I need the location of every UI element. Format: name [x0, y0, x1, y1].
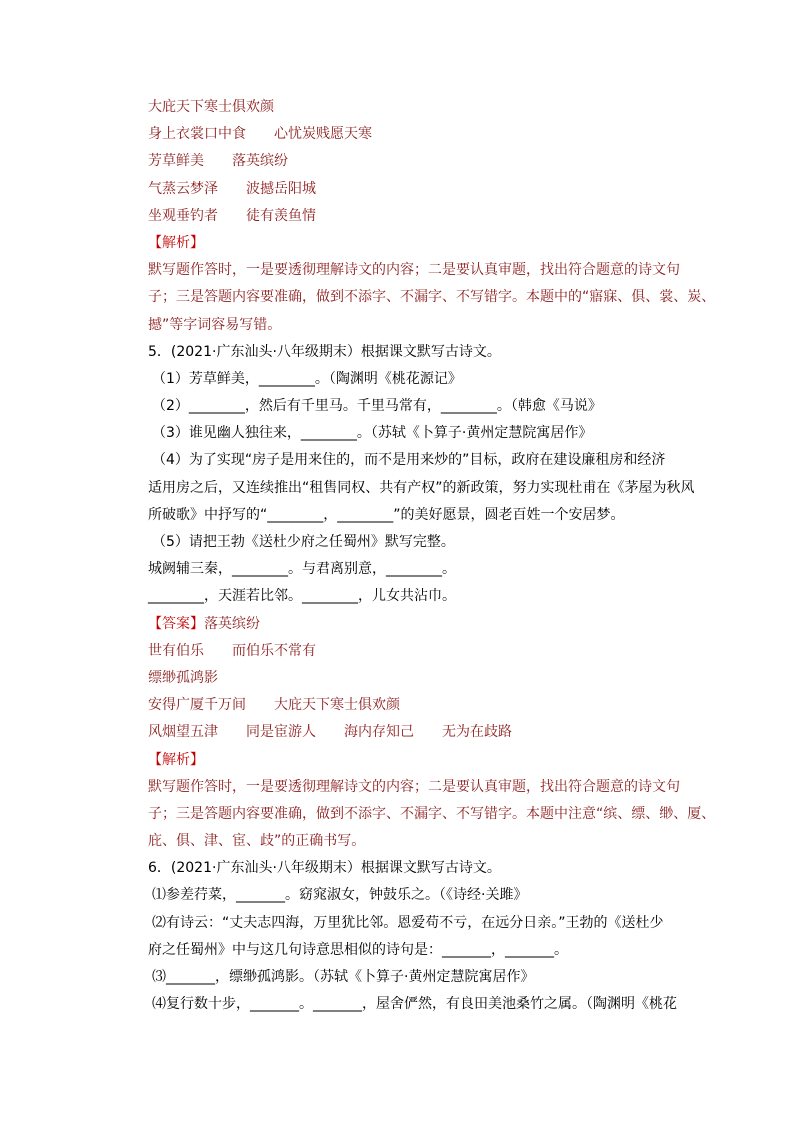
question-item: 所破歌》中抒写的“________，________”的美好愿景，圆老百姓一个安居梦。 — [148, 506, 625, 523]
answer-line: 风烟望五津 同是宦游人 海内存知己 无为在歧路 — [148, 724, 512, 741]
question-item: ⑷复行数十步，_______。_______，屋舍俨然，有良田美池桑竹之属。（陶渊明《桃花 — [152, 996, 677, 1013]
answer-line — [124, 611, 684, 638]
answer-line: 缥缈孤鸿影 — [148, 669, 218, 686]
question-item: 府之任蜀州》中与这几句诗意思相似的诗句是：_______，_______。 — [148, 941, 568, 958]
answer-line: 安得广厦千万间 大庇天下寒士俱欢颜 — [148, 697, 400, 714]
analysis-text: 子；三是答题内容要准确，做到不添字、不漏字、不写错字。本题中注意“缤、缥、缈、厦、 — [148, 805, 716, 822]
question-item: 城阙辅三秦，________。与君离别意，________。 — [148, 561, 456, 578]
answer-line: 坐观垂钓者 徒有羡鱼情 — [148, 207, 316, 224]
analysis-text: 默写题作答时，一是要透彻理解诗文的内容；二是要认真审题，找出符合题意的诗文句 — [148, 778, 680, 795]
question-item: （1）芳草鲜美，________。（陶渊明《桃花源记》 — [152, 370, 462, 387]
analysis-text: 子；三是答题内容要准确，做到不添字、不漏字、不写错字。本题中的“寤寐、俱、裳、炭、 — [148, 289, 716, 306]
question-item: （5）请把王勃《送杜少府之任蜀州》默写完整。 — [152, 534, 455, 550]
question-title: 5．(2021·广东汕头·八年级期末）根据课文默写古诗文。 — [148, 343, 501, 360]
analysis-tag: 【解析】 — [148, 234, 204, 251]
question-item: 适用房之后，又连续推出“租售同权、共有产权”的新政策，努力实现杜甫在《茅屋为秋风 — [148, 479, 695, 496]
answer-line: 气蒸云梦泽 波撼岳阳城 — [148, 180, 316, 197]
question-item: ⑵有诗云：“丈夫志四海，万里犹比邻。恩爱苟不亏，在远分日亲。”王勃的《送杜少 — [152, 914, 664, 931]
answer-line: 大庇天下寒士俱欢颜 — [148, 99, 274, 115]
answer-line: 芳草鲜美 落英缤纷 — [148, 153, 288, 170]
question-item: ⑶_______，缥缈孤鸿影。（苏轼《卜算子·黄州定慧院寓居作》 — [152, 969, 535, 985]
answer-text: 落英缤纷 — [204, 615, 260, 632]
analysis-tag: 【解析】 — [148, 751, 204, 768]
question-item: （3）谁见幽人独往来，________。（苏轼《卜算子·黄州定慧院寓居作》 — [152, 425, 593, 442]
question-title: 6．(2021·广东汕头·八年级期末）根据课文默写古诗文。 — [148, 860, 501, 877]
answer-line: 身上衣裳口中食 心忧炭贱愿天寒 — [148, 126, 372, 143]
answer-tag: 【答案】 — [148, 615, 204, 632]
question-item: （4）为了实现“房子是用来住的，而不是用来炒的”目标，政府在建设廉租房和经济 — [152, 452, 666, 469]
analysis-text: 庇、俱、津、宦、歧”的正确书写。 — [148, 833, 366, 850]
question-item: ⑴参差荇菜，_______。窈窕淑女，钟鼓乐之。（《诗经·关雎》 — [152, 887, 528, 904]
question-item: （2）________，然后有千里马。千里马常有，________。（韩愈《马说》 — [152, 398, 602, 415]
document-body — [124, 94, 716, 1018]
analysis-text: 撼”等字词容易写错。 — [148, 316, 282, 333]
answer-line: 世有伯乐 而伯乐不常有 — [148, 642, 316, 659]
question-item: ________，天涯若比邻。________，儿女共沾巾。 — [148, 588, 456, 605]
analysis-text: 默写题作答时，一是要透彻理解诗文的内容；二是要认真审题，找出符合题意的诗文句 — [148, 262, 680, 279]
